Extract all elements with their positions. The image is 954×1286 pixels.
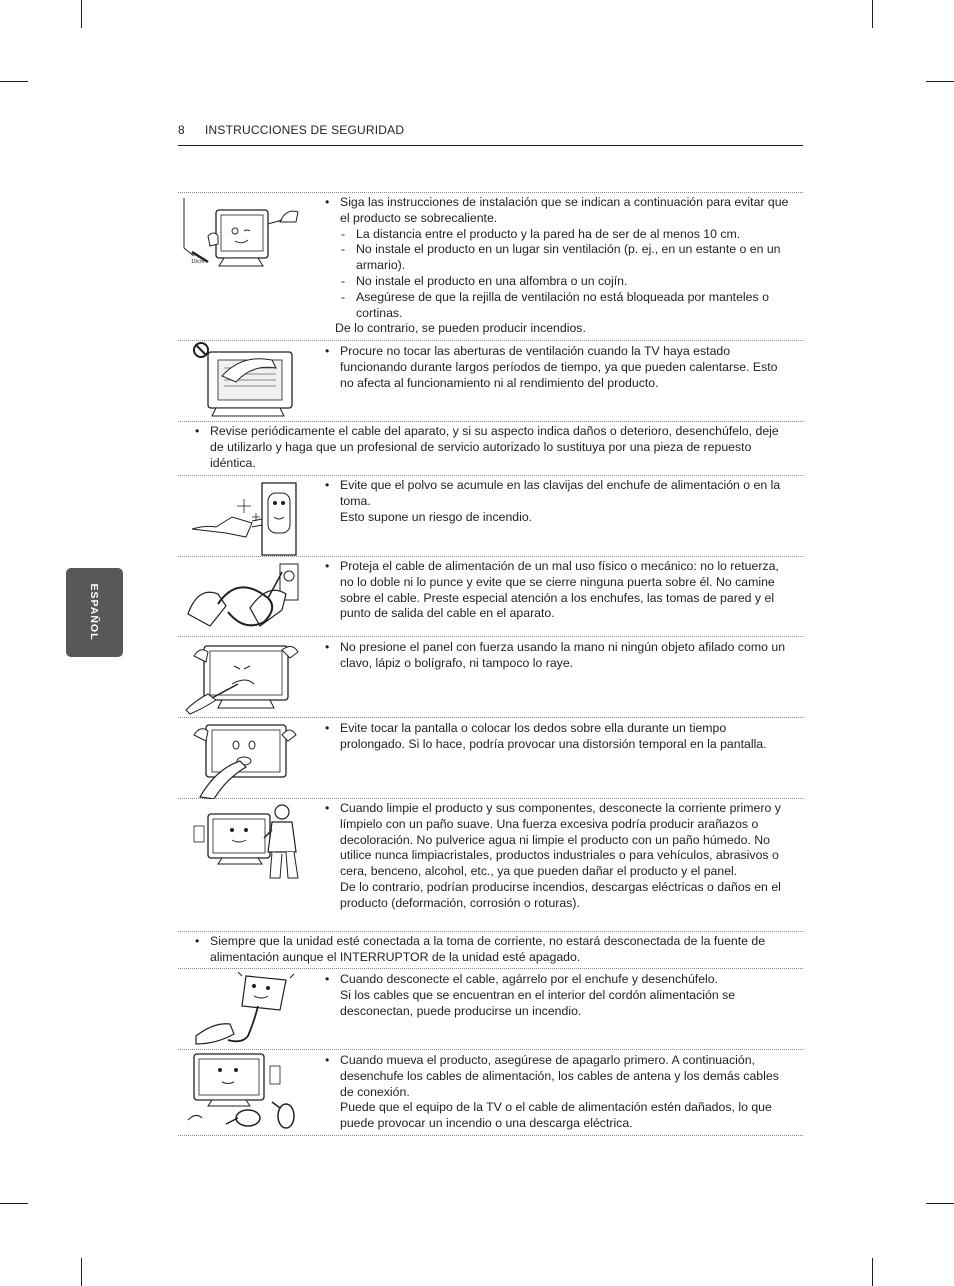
row-separator [178, 931, 803, 932]
bullet-icon: • [195, 934, 200, 948]
row-separator [178, 192, 803, 193]
safety-item [322, 721, 792, 753]
bullet-icon: • [325, 344, 330, 358]
bullet-icon: • [325, 801, 330, 815]
item-text: No presione el panel con fuerza usando la mano ni ningún objeto afilado como un clavo, lápiz o bolígrafo, ni tampoco lo raye. [340, 640, 786, 670]
tv-wall-distance-illustration [180, 196, 308, 276]
crop-mark [926, 1203, 954, 1204]
cleaning-tv-illustration [192, 800, 302, 880]
disconnect-cables-illustration [186, 1050, 302, 1132]
crop-mark [0, 81, 28, 82]
item-text: Cuando mueva el producto, asegúrese de apagarlo primero. A continuación, desenchufe los cables de alimentación, los cables de antena y los demás cables de conexión. [340, 1053, 779, 1099]
bullet-icon: • [325, 559, 330, 573]
item-text: Cuando desconecte el cable, agárrelo por el enchufe y desenchúfelo. [340, 972, 719, 986]
item-text-continued: Puede que el equipo de la TV o el cable de alimentación estén dañados, lo que puede provocar un incendio o una descarga eléctrica. [340, 1100, 772, 1131]
row-separator [178, 421, 803, 422]
dusty-plug-illustration [190, 477, 302, 557]
press-panel-illustration [182, 638, 304, 718]
row-separator [178, 475, 803, 476]
crop-mark [872, 1258, 873, 1286]
safety-item [322, 478, 792, 525]
safety-item [322, 1053, 792, 1132]
sub-item-text: Asegúrese de que la rejilla de ventilación no está bloqueada por manteles o cortinas. [356, 289, 769, 320]
safety-item [192, 424, 792, 471]
hot-vents-illustration [192, 340, 304, 420]
language-tab-label: ESPAÑOL [88, 583, 100, 641]
sub-item-text: No instale el producto en un lugar sin ventilación (p. ej., en un estante o en un armario). [356, 242, 781, 273]
row-separator [178, 968, 803, 969]
crop-mark [81, 0, 82, 28]
item-text: Evite tocar la pantalla o colocar los dedos sobre ella durante un tiempo prolongado. Si lo hace, podría provocar una distorsión temporal en la pantalla. [340, 721, 767, 751]
safety-item [322, 344, 792, 391]
safety-item: • Siga las instrucciones de instalación que se indican a continuación para evitar que el producto se sobrecaliente. - La distancia entre el producto y la pared ha de ser de al menos 10 cm. - No instale el producto en un lugar sin ventilación (p. ej., en un estante o en un armario). - No instale el producto en una alfombra o un cojín. - Asegúrese de que la rejilla de ventilación no está bloqueada por manteles o cortinas. De lo contrario, se pueden producir incendios. [322, 195, 792, 337]
bullet-icon: • [195, 424, 200, 438]
sub-item-text: La distancia entre el producto y la pared ha de ser de al menos 10 cm. [356, 226, 741, 241]
item-text-continued: De lo contrario, podrían producirse incendios, descargas eléctricas o daños en el producto (deformación, corrosión o roturas). [340, 879, 781, 910]
bullet-icon: • [325, 721, 330, 735]
safety-item [192, 934, 792, 966]
bullet-icon: • [325, 1053, 330, 1067]
distance-label: 10cm [191, 259, 205, 265]
language-tab [66, 568, 123, 657]
unplug-illustration [194, 970, 304, 1050]
safety-item [322, 972, 792, 1019]
safety-item [322, 801, 792, 912]
safety-item [322, 640, 792, 672]
cable-misuse-illustration [182, 558, 304, 638]
item-text: Proteja el cable de alimentación de un mal uso físico o mecánico: no lo retuerza, no lo doble ni lo punce y evite que se cierre ninguna puerta sobre él. No camine sobre el cable. Preste especial atención a los enchufes, las tomas de pared y el punto de salida del cable en el aparato. [340, 559, 779, 621]
item-text: Revise periódicamente el cable del aparato, y si su aspecto indica daños o deterioro, desenchúfelo, deje de utilizarlo y haga que un profesional de servicio autorizado lo sustituya por una pieza de repuesto idéntica. [210, 424, 779, 470]
sub-item-text: No instale el producto en una alfombra o un cojín. [356, 273, 628, 288]
bullet-icon: • [325, 640, 330, 654]
touch-screen-illustration [186, 719, 298, 799]
crop-mark [872, 0, 873, 28]
bullet-icon: • [325, 478, 330, 492]
item-text-continued: Si los cables que se encuentran en el interior del cordón alimentación se desconectan, puede producirse un incendio. [340, 987, 736, 1018]
crop-mark [81, 1258, 82, 1286]
item-text: Cuando limpie el producto y sus componentes, desconecte la corriente primero y límpielo con un paño suave. Una fuerza excesiva podría producir arañazos o decoloración. No pulverice agua ni limpie el producto con un paño húmedo. No utilice nunca limpiacristales, productos industriales o para vehículos, abrasivos o cera, benceno, alcohol, etc., ya que pueden dañar el producto y el panel. [340, 801, 781, 879]
page-header [178, 123, 803, 146]
item-text: Procure no tocar las aberturas de ventilación cuando la TV haya estado funcionando durante largos períodos de tiempo, ya que pueden calentarse. Esto no afecta al funcionamiento ni al rendimiento del producto. [340, 344, 778, 390]
crop-mark [0, 1203, 28, 1204]
safety-item [322, 559, 792, 622]
row-separator [178, 1135, 803, 1136]
bullet-icon: • [325, 972, 330, 986]
item-text: Siga las instrucciones de instalación que se indican a continuación para evitar que el producto se sobrecaliente. [340, 195, 789, 225]
section-title: INSTRUCCIONES DE SEGURIDAD [205, 123, 405, 137]
item-note: De lo contrario, se pueden producir incendios. [335, 321, 586, 336]
item-text-continued: Esto supone un riesgo de incendio. [340, 509, 533, 524]
page-number: 8 [178, 123, 185, 137]
item-text: Siempre que la unidad esté conectada a la toma de corriente, no estará desconectada de la fuente de alimentación aunque el INTERRUPTOR de la unidad esté apagado. [210, 934, 766, 964]
item-text: Evite que el polvo se acumule en las clavijas del enchufe de alimentación o en la toma. [340, 478, 781, 508]
bullet-icon: • [325, 195, 330, 209]
crop-mark [926, 81, 954, 82]
